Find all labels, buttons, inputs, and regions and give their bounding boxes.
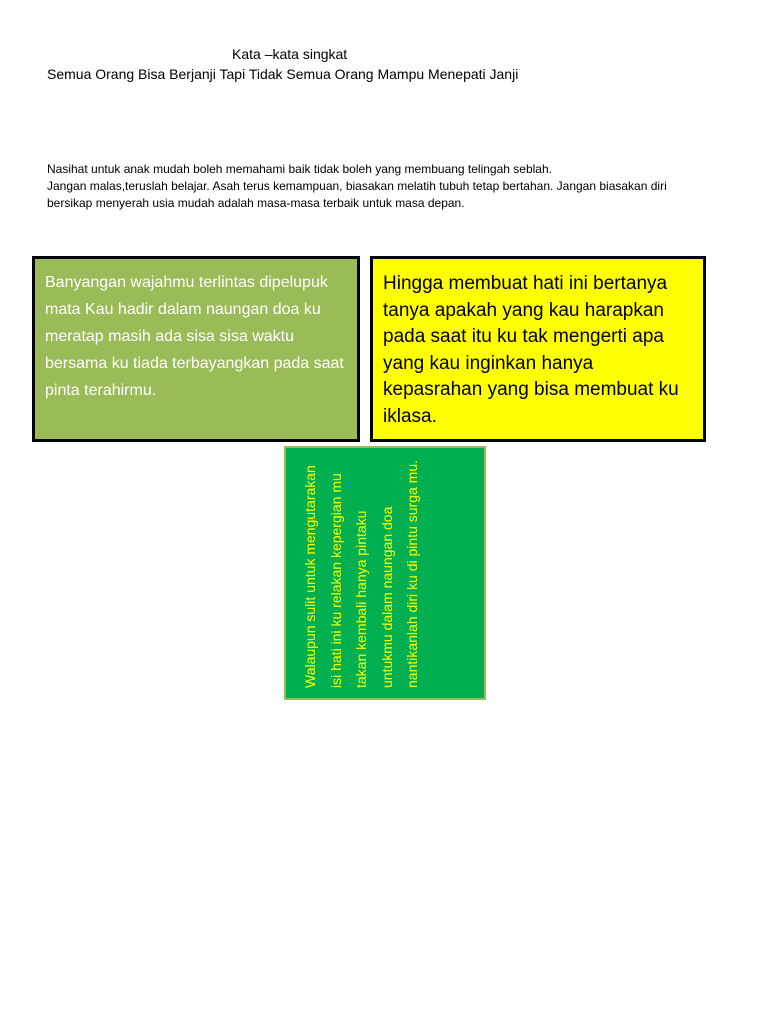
yellow-quote-box	[370, 256, 706, 442]
advice-line-2: Jangan malas,teruslah belajar. Asah terus kemampuan, biasakan melatih tubuh tetap bertahan. Jangan biasakan diri bersikap menyerah usia mudah adalah masa-masa terbaik untuk masa depan.	[47, 179, 667, 210]
page-subtitle: Semua Orang Bisa Berjanji Tapi Tidak Semua Orang Mampu Menepati Janji	[47, 66, 519, 82]
vertical-quote-box	[284, 446, 486, 700]
advice-paragraph	[47, 161, 707, 212]
page-title: Kata –kata singkat	[232, 46, 348, 62]
green-quote-text: Banyangan wajahmu terlintas dipelupuk mata Kau hadir dalam naungan doa ku meratap masih ada sisa sisa waktu bersama ku tiada terbayangkan pada saat pinta terahirmu.	[45, 274, 344, 399]
green-quote-box	[32, 256, 360, 442]
advice-line-1: Nasihat untuk anak mudah boleh memahami baik tidak boleh yang membuang telingah seblah.	[47, 162, 552, 176]
vertical-quote-text: Walaupun sulit untuk mengutarakan isi hati ini ku relakan kepergian mu takan kembali hanya pintaku untukmu dalam naungan doa nantikanlah diri ku di pintu surga mu.	[302, 459, 420, 688]
yellow-quote-text: Hingga membuat hati ini bertanya tanya apakah yang kau harapkan pada saat itu ku tak mengerti apa yang kau inginkan hanya kepasrahan yang bisa membuat ku iklasa.	[383, 273, 679, 427]
